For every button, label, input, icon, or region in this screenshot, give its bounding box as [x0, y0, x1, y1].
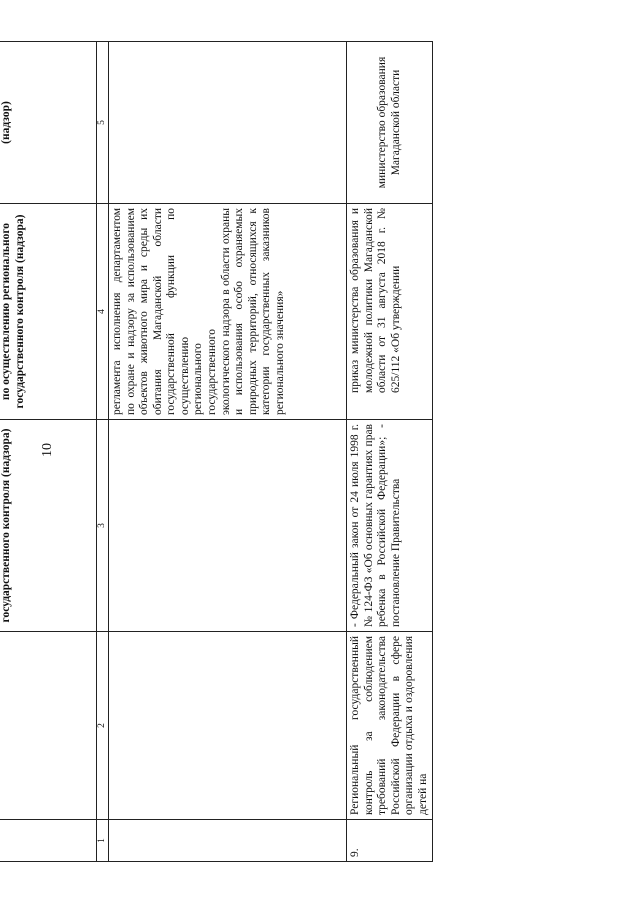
- header-executive-body: (надзор): [0, 42, 96, 204]
- authority-act-item: - постановление Правительства: [375, 424, 402, 627]
- column-number: 5: [96, 42, 108, 204]
- column-number-row: [96, 42, 108, 862]
- row-executive-body: министерство образования Магаданской области: [346, 42, 432, 204]
- continuation-text-line: регионального: [191, 343, 204, 415]
- continuation-text-part1: регламента исполнения департаментом по охране и надзору за использованием объектов животного мира и среды их обитания Магаданской области государственной функции по осуществлению: [110, 208, 191, 415]
- header-control-type: [0, 632, 96, 820]
- regulation-table: [0, 41, 433, 862]
- continuation-cell-empty: [108, 632, 346, 820]
- regulation-act-text: приказ министерства образования и молодежной политики Магаданской области от 31 августа 2018 г. № 625/112 «Об утверждении: [348, 208, 402, 393]
- continuation-cell-empty: [108, 420, 346, 632]
- row-number: 9.: [346, 820, 432, 862]
- column-number: 3: [96, 420, 108, 632]
- column-number: 1: [96, 820, 108, 862]
- column-number: 4: [96, 204, 108, 420]
- continuation-cell-empty: [108, 820, 346, 862]
- row-control-type: Региональный государственный контроль за соблюдением требований законодательства Российской Федерации в сфере организации отдыха и оздоровления детей на: [346, 632, 432, 820]
- header-regulation-act: по осуществлению регионального государственного контроля (надзора): [0, 204, 96, 420]
- row-authority-acts: [346, 420, 432, 632]
- table-row-continuation: [108, 42, 346, 862]
- column-number: 2: [96, 632, 108, 820]
- continuation-regulation-text: [108, 204, 346, 420]
- table-header-row: [0, 42, 96, 862]
- document-sheet: [0, 42, 448, 862]
- continuation-cell-empty: [108, 42, 346, 204]
- header-number: [0, 820, 96, 862]
- continuation-text-line: государственного: [205, 329, 218, 415]
- page-number: 10: [40, 443, 55, 457]
- authority-act-item: - Федеральный закон от 24 июля 1998 г. № 124-ФЗ «Об основных гарантиях прав ребенка в Российской Федерации»;: [348, 424, 388, 627]
- continuation-text-part2: экологического надзора в области охраны и использования особо охраняемых природных территорий, относящихся к категории государственных заказников регионального значения»: [219, 208, 286, 415]
- row-regulation-act: [346, 204, 432, 420]
- header-authority-act: государственного контроля (надзора): [0, 420, 96, 632]
- table-row-9: [346, 42, 432, 862]
